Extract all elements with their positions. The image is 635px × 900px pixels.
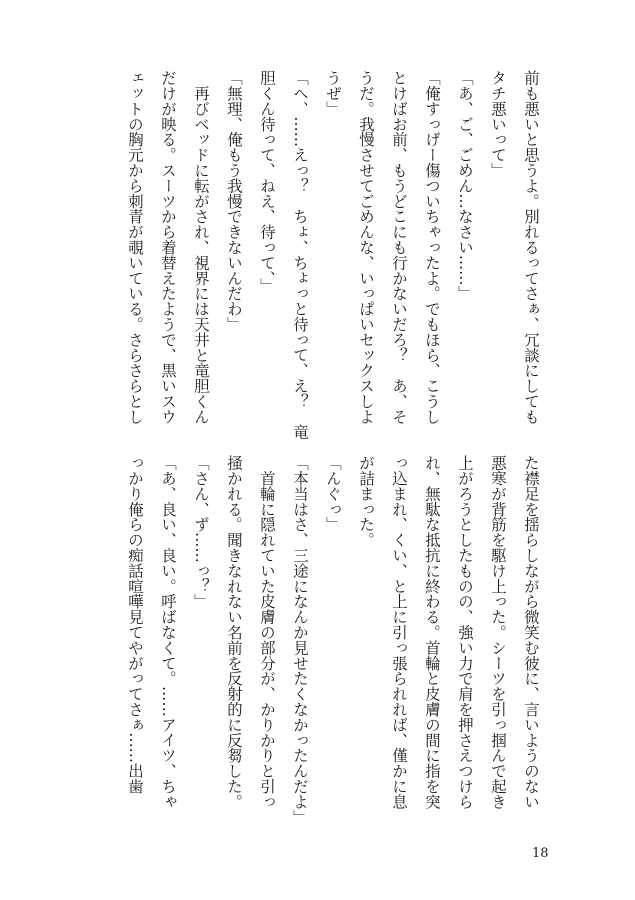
text-block-top (118, 70, 547, 450)
page-number: 18 (532, 846, 549, 861)
text-line: 前も悪いと思うよ。別れるってさぁ、冗談にしても (522, 70, 540, 425)
text-line: が詰まった。 (357, 455, 375, 548)
text-line: た襟足を揺らしながら微笑む彼に、言いようのない (522, 455, 540, 810)
text-line: ェットの胸元から刺青が覗いている。さらさらとし (126, 70, 144, 425)
text-line: 「んぐっ」 (324, 455, 342, 532)
text-line: 「あ、良い、良い。呼ばなくて。……アイツ、ちゃ (159, 455, 177, 810)
text-block-bottom (118, 455, 547, 835)
text-line: っ込まれ、くい、と上に引っ張られれば、僅かに息 (390, 455, 408, 810)
text-line: 掻かれる。聞きなれない名前を反射的に反芻した。 (225, 455, 243, 810)
text-line: タチ悪いって」 (489, 70, 507, 178)
text-line: うぜ」 (324, 70, 342, 117)
text-line: 「無理、俺もう我慢できないんだわ」 (225, 70, 243, 332)
text-line: とけばお前、もうどこにも行かないだろ？ あ、そ (390, 70, 408, 425)
text-line: れ、無駄な抵抗に終わる。首輪と皮膚の間に指を突 (423, 455, 441, 810)
text-line: だけが映る。スーツから着替えたようで、黒いスウ (159, 70, 177, 425)
text-line: 「あ、ご、ごめん…なさい……」 (456, 70, 474, 301)
text-line: 再びベッドに転がされ、視界には天井と竜胆くん (192, 70, 210, 425)
text-line: うだ。我慢させてごめんな、いっぱいセックスしよ (357, 70, 375, 425)
text-line: 「俺すっげー傷ついちゃったよ。でもほら、こうし (423, 70, 441, 425)
text-line: 「さん、ず……っ？」 (192, 455, 210, 609)
text-line: 「へ、……えっ？ ちょ、ちょっと待って、え？ 竜 (291, 70, 309, 440)
text-line: っかり俺らの痴話喧嘩見てやがってさぁ……出歯 (126, 455, 144, 794)
text-line: 「本当はさ、三途になんか見せたくなかったんだよ」 (291, 455, 309, 825)
text-line: 胆くん待って、ねえ、待って、」 (258, 70, 276, 294)
text-line: 上がろうとしたものの、強い力で肩を押さえつけら (456, 455, 474, 810)
text-line: 悪寒が背筋を駆け上った。シーツを引っ掴んで起き (489, 455, 507, 810)
text-line: 首輪に隠れていた皮膚の部分が、かりかりと引っ (258, 455, 276, 810)
